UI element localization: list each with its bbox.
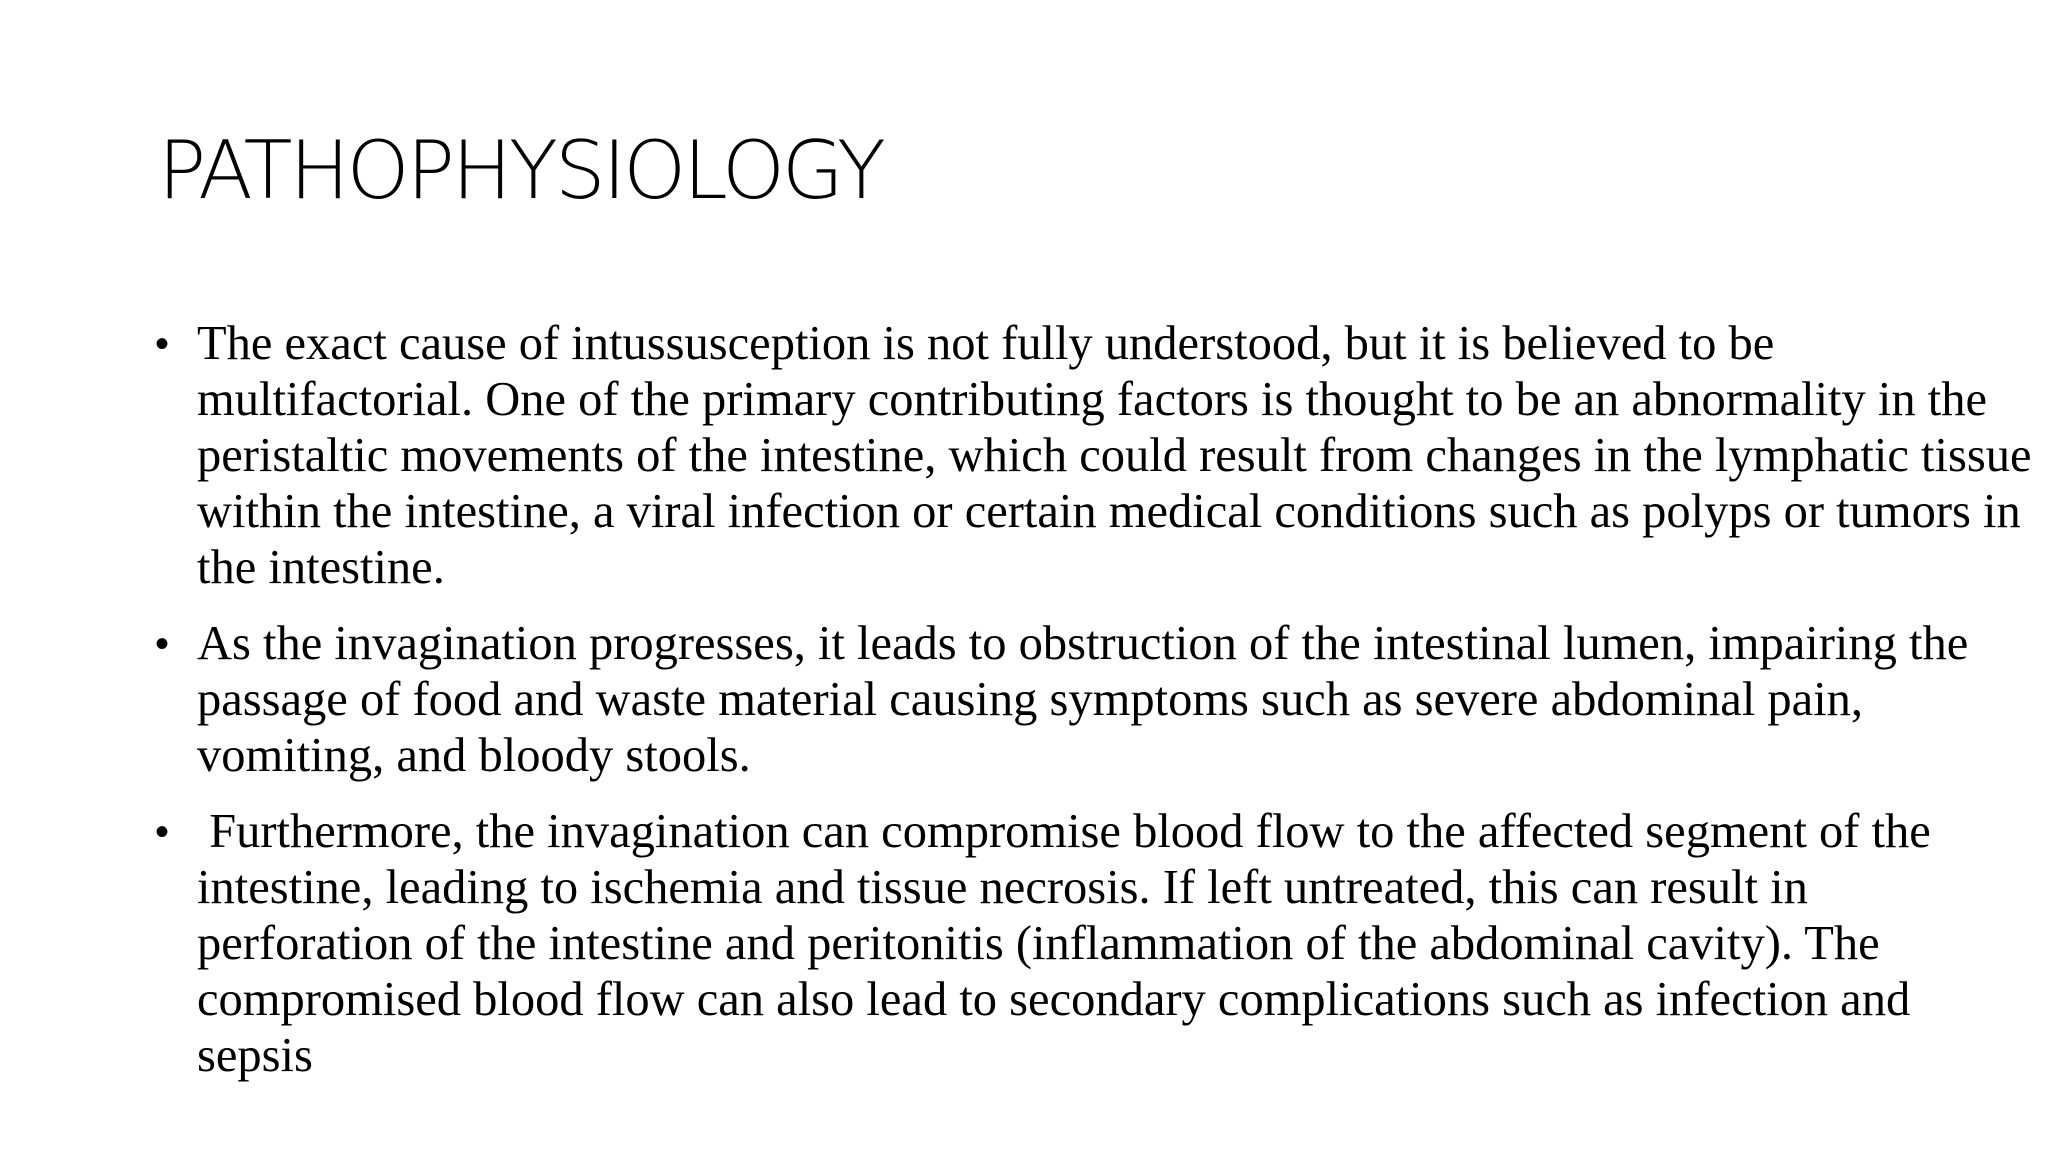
bullet-item-obstruction bbox=[155, 616, 2035, 784]
bullet-text: As the invagination progresses, it leads to obstruction of the intestinal lumen, impairing the passage of food and waste material causing symptoms such as severe abdominal pain, vomiting, and bloody stools. bbox=[197, 617, 1969, 782]
bullet-marker: • bbox=[155, 322, 170, 366]
bullet-text: The exact cause of intussusception is not fully understood, but it is believed to be multifactorial. One of the primary contributing factors is thought to be an abnormality in the peristaltic movements of the intestine, which could result from changes in the lymphatic tissue within the intestine, a viral infection or certain medical conditions such as polyps or tumors in the intestine. bbox=[197, 317, 2032, 594]
slide-title: PATHOPHYSIOLOGY bbox=[158, 124, 883, 217]
bullet-list bbox=[155, 316, 2035, 1104]
bullet-item-complications bbox=[155, 804, 2035, 1084]
bullet-marker: • bbox=[155, 810, 170, 854]
bullet-item-cause bbox=[155, 316, 2035, 596]
bullet-marker: • bbox=[155, 622, 170, 666]
bullet-text: Furthermore, the invagination can compromise blood flow to the affected segment of the intestine, leading to ischemia and tissue necrosis. If left untreated, this can result in perforation of the intestine and peritonitis (inflammation of the abdominal cavity). The compromised blood flow can also lead to secondary complications such as infection and sepsis bbox=[197, 805, 1943, 1082]
